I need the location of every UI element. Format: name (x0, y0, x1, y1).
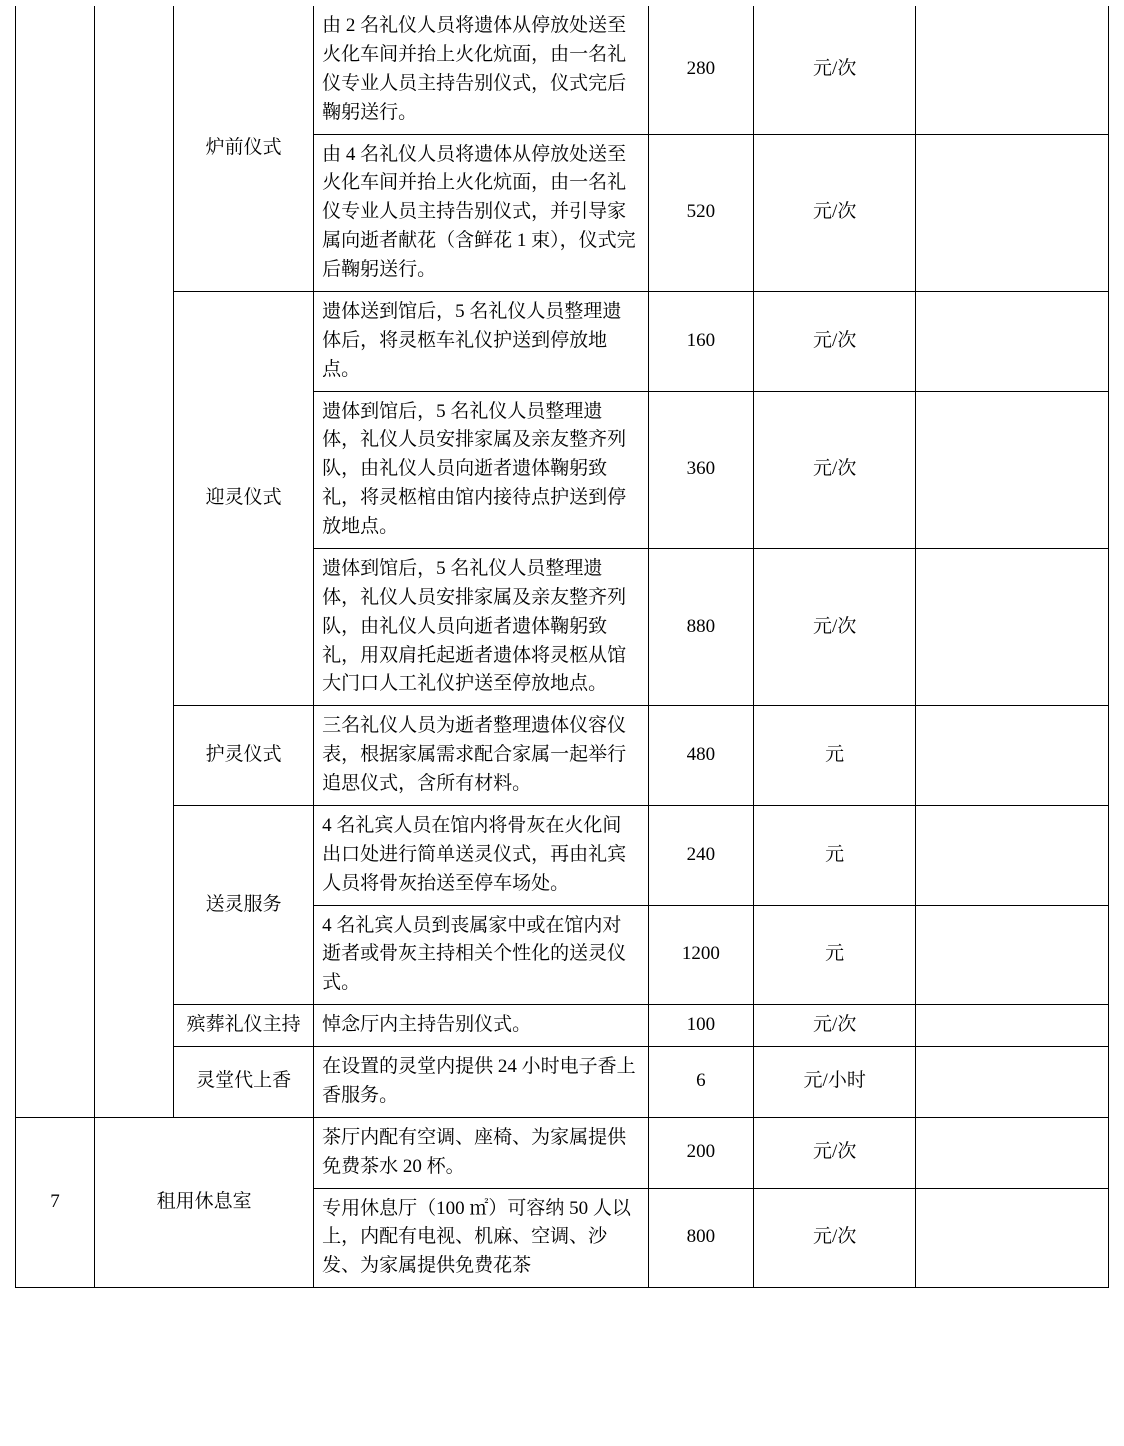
unit-cell: 元 (754, 805, 916, 905)
unit-cell: 元/小时 (754, 1047, 916, 1118)
category-cell (95, 6, 174, 1117)
row-number-cell (16, 6, 95, 1117)
service-description-cell: 4 名礼宾人员到丧属家中或在馆内对逝者或骨灰主持相关个性化的送灵仪式。 (314, 905, 649, 1005)
price-cell: 880 (648, 548, 753, 705)
price-cell: 100 (648, 1005, 753, 1047)
price-cell: 200 (648, 1117, 753, 1188)
price-cell: 6 (648, 1047, 753, 1118)
note-cell (916, 706, 1109, 806)
unit-cell: 元/次 (754, 391, 916, 548)
unit-cell: 元/次 (754, 291, 916, 391)
note-cell (916, 1005, 1109, 1047)
price-cell: 360 (648, 391, 753, 548)
table-row (16, 6, 1109, 134)
price-cell: 280 (648, 6, 753, 134)
service-description-cell: 遗体到馆后，5 名礼仪人员整理遗体，礼仪人员安排家属及亲友整齐列队，由礼仪人员向逝者遗体鞠躬致礼，将灵柩棺由馆内接待点护送到停放地点。 (314, 391, 649, 548)
price-cell: 520 (648, 134, 753, 291)
price-cell: 480 (648, 706, 753, 806)
service-description-cell: 4 名礼宾人员在馆内将骨灰在火化间出口处进行简单送灵仪式，再由礼宾人员将骨灰抬送至停车场处。 (314, 805, 649, 905)
price-cell: 800 (648, 1188, 753, 1288)
item-name-cell: 护灵仪式 (174, 706, 314, 806)
unit-cell: 元/次 (754, 1117, 916, 1188)
table-row (16, 1005, 1109, 1047)
note-cell (916, 1117, 1109, 1188)
service-description-cell: 专用休息厅（100 ㎡）可容纳 50 人以上，内配有电视、机麻、空调、沙发、为家属提供免费花茶 (314, 1188, 649, 1288)
note-cell (916, 1047, 1109, 1118)
note-cell (916, 548, 1109, 705)
note-cell (916, 1188, 1109, 1288)
item-name-cell: 殡葬礼仪主持 (174, 1005, 314, 1047)
unit-cell: 元/次 (754, 134, 916, 291)
price-cell: 160 (648, 291, 753, 391)
table-row (16, 1047, 1109, 1118)
service-description-cell: 遗体送到馆后，5 名礼仪人员整理遗体后，将灵柩车礼仪护送到停放地点。 (314, 291, 649, 391)
unit-cell: 元/次 (754, 6, 916, 134)
price-cell: 1200 (648, 905, 753, 1005)
table-row (16, 706, 1109, 806)
unit-cell: 元/次 (754, 1005, 916, 1047)
item-name-cell: 迎灵仪式 (174, 291, 314, 705)
item-name-cell: 送灵服务 (174, 805, 314, 1004)
unit-cell: 元 (754, 905, 916, 1005)
price-table (15, 6, 1109, 1288)
category-cell: 租用休息室 (95, 1117, 314, 1287)
price-cell: 240 (648, 805, 753, 905)
service-description-cell: 三名礼仪人员为逝者整理遗体仪容仪表，根据家属需求配合家属一起举行追思仪式，含所有材料。 (314, 706, 649, 806)
unit-cell: 元 (754, 706, 916, 806)
table-row (16, 805, 1109, 905)
note-cell (916, 805, 1109, 905)
service-description-cell: 由 2 名礼仪人员将遗体从停放处送至火化车间并抬上火化炕面，由一名礼仪专业人员主持告别仪式，仪式完后鞠躬送行。 (314, 6, 649, 134)
note-cell (916, 391, 1109, 548)
note-cell (916, 905, 1109, 1005)
note-cell (916, 134, 1109, 291)
service-description-cell: 遗体到馆后，5 名礼仪人员整理遗体，礼仪人员安排家属及亲友整齐列队，由礼仪人员向逝者遗体鞠躬致礼，用双肩托起逝者遗体将灵柩从馆大门口人工礼仪护送至停放地点。 (314, 548, 649, 705)
row-number-cell: 7 (16, 1117, 95, 1287)
table-row (16, 291, 1109, 391)
service-description-cell: 由 4 名礼仪人员将遗体从停放处送至火化车间并抬上火化炕面，由一名礼仪专业人员主持告别仪式，并引导家属向逝者献花（含鲜花 1 束），仪式完后鞠躬送行。 (314, 134, 649, 291)
item-name-cell: 灵堂代上香 (174, 1047, 314, 1118)
note-cell (916, 291, 1109, 391)
unit-cell: 元/次 (754, 1188, 916, 1288)
service-description-cell: 茶厅内配有空调、座椅、为家属提供免费茶水 20 杯。 (314, 1117, 649, 1188)
service-description-cell: 悼念厅内主持告别仪式。 (314, 1005, 649, 1047)
item-name-cell: 炉前仪式 (174, 6, 314, 291)
service-description-cell: 在设置的灵堂内提供 24 小时电子香上香服务。 (314, 1047, 649, 1118)
unit-cell: 元/次 (754, 548, 916, 705)
note-cell (916, 6, 1109, 134)
table-row (16, 1117, 1109, 1188)
document-page (0, 6, 1124, 1446)
